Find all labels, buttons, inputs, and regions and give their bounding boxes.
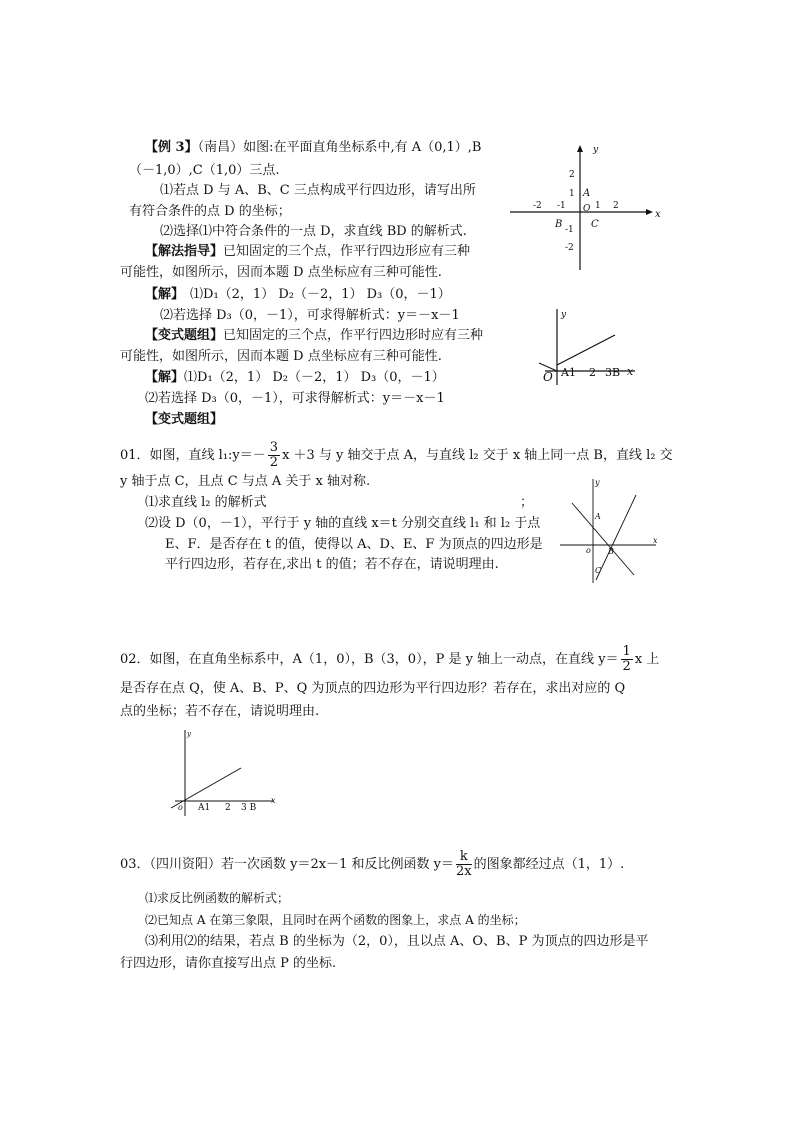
- point-b-label: B: [608, 547, 614, 556]
- fraction-denominator: 2: [269, 455, 279, 470]
- example-3-line-1: [145, 139, 481, 157]
- problem-02-line-2: 是否存在点 Q，使 A、B、P、Q 为顶点的四边形为平行四边形？若存在，求出对应的 Q: [120, 681, 626, 696]
- solution-line-2: ⑵若选择 D₃（0，－1），可求得解析式：y＝－x－1: [160, 308, 460, 323]
- graph-line: [171, 768, 241, 808]
- x-axis-label: x: [271, 796, 276, 805]
- problem-01-question-2b: E、F．是否存在 t 的值，使得以 A、D、E、F 为顶点的四边形是: [165, 537, 543, 552]
- y-axis-label: y: [595, 478, 600, 487]
- fraction-numerator: 3: [269, 440, 279, 455]
- solution-2-line-2: ⑵若选择 D₃（0，－1），可求得解析式：y＝－x－1: [145, 391, 445, 406]
- problem-02-line-1: [120, 642, 659, 678]
- tick-label-a1: A1: [561, 366, 576, 379]
- fraction-1-over-2: [621, 645, 633, 674]
- solution-tag: 【解】: [145, 287, 185, 302]
- graph-line: [557, 335, 615, 365]
- hint-text: 已知固定的三个点，作平行四边形应有三种: [223, 244, 471, 259]
- problem-01-line-2: y 轴于点 C，且点 C 与点 A 关于 x 轴对称.: [120, 474, 371, 489]
- problem-03-question-3b: 行四边形，请你直接写出点 P 的坐标.: [120, 956, 337, 971]
- x-axis-label: x: [653, 536, 658, 545]
- problem-03-text-b: 的图象都经过点（1，1）.: [473, 857, 625, 872]
- origin-label: o: [178, 803, 183, 812]
- tick-label-a1: A1: [198, 803, 211, 813]
- tick-label-2: 2: [589, 366, 596, 379]
- example-3-question-1b: 有符合条件的点 D 的坐标；: [129, 204, 291, 219]
- point-c-label: C: [591, 219, 599, 230]
- fraction-3-over-2: [268, 441, 280, 470]
- y-axis-label: y: [561, 310, 567, 320]
- problem-01-text-a: 01．如图，直线 l₁:y＝－: [120, 448, 266, 463]
- problem-03-question-1: ⑴求反比例函数的解析式；: [145, 891, 290, 905]
- tick-label-3b: 3 B: [241, 803, 257, 813]
- tick-x-neg2: -2: [533, 201, 542, 211]
- tick-x-neg1: -1: [557, 201, 566, 211]
- fraction-denominator: 2: [622, 659, 631, 674]
- tick-y-neg1: -1: [565, 225, 574, 235]
- x-axis-label: x: [627, 365, 634, 378]
- point-c-label: C: [595, 566, 602, 575]
- tick-label-3b: 3B: [605, 366, 621, 379]
- solution-2-tag: 【解】: [145, 370, 185, 385]
- example-3-question-2: ⑵选择⑴中符合条件的一点 D，求直线 BD 的解析式.: [160, 224, 467, 239]
- problem-02-line-3: 点的坐标；若不存在，请说明理由.: [120, 704, 320, 719]
- variant-tag: 【变式题组】: [145, 328, 224, 343]
- problem-01-question-2a: ⑵设 D（0，－1），平行于 y 轴的直线 x＝t 分别交直线 l₁ 和 l₂ 于点: [145, 516, 541, 531]
- problem-01-line-1: [120, 438, 673, 474]
- problem-03-question-3a: ⑶利用⑵的结果，若点 B 的坐标为（2，0），且以点 A、O、B、P 为顶点的四边形是平: [145, 934, 649, 949]
- fraction-k-over-2x: [456, 850, 472, 879]
- problem-03-text-a: 03．（四川资阳）若一次函数 y＝2x－1 和反比例函数 y＝: [120, 857, 455, 872]
- figure-line-origin: [535, 305, 640, 387]
- problem-03-line-1: [120, 847, 624, 883]
- y-axis-label: y: [187, 730, 191, 738]
- variant-tag-2: 【变式题组】: [145, 412, 224, 427]
- variant-line-2: 可能性，如图所示，因而本题 D 点坐标应有三种可能性.: [120, 349, 442, 364]
- figure-line-origin-2: [165, 726, 280, 818]
- tick-y-1: 1: [569, 189, 575, 199]
- example-3-line-2: （－1,0）,C（1,0）三点.: [129, 163, 280, 178]
- point-a-label: A: [583, 188, 591, 199]
- point-a-label: A: [595, 512, 601, 521]
- fraction-numerator: 1: [622, 644, 631, 659]
- hint-line-1: [145, 243, 470, 261]
- fraction-numerator: k: [456, 850, 472, 865]
- problem-01-semicolon: ；: [520, 495, 534, 510]
- problem-03-question-2: ⑵已知点 A 在第三象限，且同时在两个函数的图象上，求点 A 的坐标；: [145, 913, 526, 927]
- origin-label: O: [543, 370, 553, 384]
- problem-01-text-b: x ＋3 与 y 轴交于点 A，与直线 l₂ 交于 x 轴上同一点 B，直线 l₂ 交: [282, 448, 673, 463]
- figure-axes-abc: [505, 140, 665, 275]
- example-tag: 【例 3】: [145, 140, 198, 155]
- tick-x-1: 1: [595, 201, 601, 211]
- point-b-label: B: [555, 219, 563, 230]
- problem-02-text-a: 02．如图，在直角坐标系中，A（1，0），B（3，0），P 是 y 轴上一动点，在直线 y＝: [120, 652, 619, 667]
- tick-label-2: 2: [225, 803, 231, 813]
- hint-tag: 【解法指导】: [145, 244, 224, 259]
- hint-line-2: 可能性，如图所示，因而本题 D 点坐标应有三种可能性.: [120, 265, 442, 280]
- example-3-question-1a: ⑴若点 D 与 A、B、C 三点构成平行四边形，请写出所: [160, 183, 476, 198]
- solution-text: ⑴D₁（2，1） D₂（－2，1） D₃（0，－1）: [190, 287, 451, 302]
- solution-line-1: [145, 286, 451, 304]
- solution-2-line-1: [145, 369, 445, 387]
- problem-01-question-1: ⑴求直线 l₂ 的解析式: [145, 495, 267, 510]
- tick-y-neg2: -2: [565, 243, 574, 253]
- origin-label: o: [586, 546, 591, 555]
- problem-02-text-b: x 上: [634, 652, 660, 667]
- tick-y-2: 2: [569, 170, 575, 180]
- x-axis-label: x: [655, 209, 661, 220]
- variant-line-1: [145, 327, 483, 345]
- fraction-denominator: 2x: [456, 864, 472, 879]
- figure-crossing-lines: [558, 475, 663, 585]
- solution-2-text: ⑴D₁（2，1） D₂（－2，1） D₃（0，－1）: [184, 370, 445, 385]
- y-axis-label: y: [593, 145, 599, 155]
- example-text: （南昌）如图:在平面直角坐标系中,有 A（0,1）,B: [197, 140, 482, 155]
- tick-x-2: 2: [613, 201, 619, 211]
- origin-label: O: [583, 204, 591, 214]
- problem-01-question-2c: 平行四边形，若存在,求出 t 的值；若不存在，请说明理由.: [165, 557, 499, 572]
- variant-text: 已知固定的三个点，作平行四边形时应有三种: [223, 328, 484, 343]
